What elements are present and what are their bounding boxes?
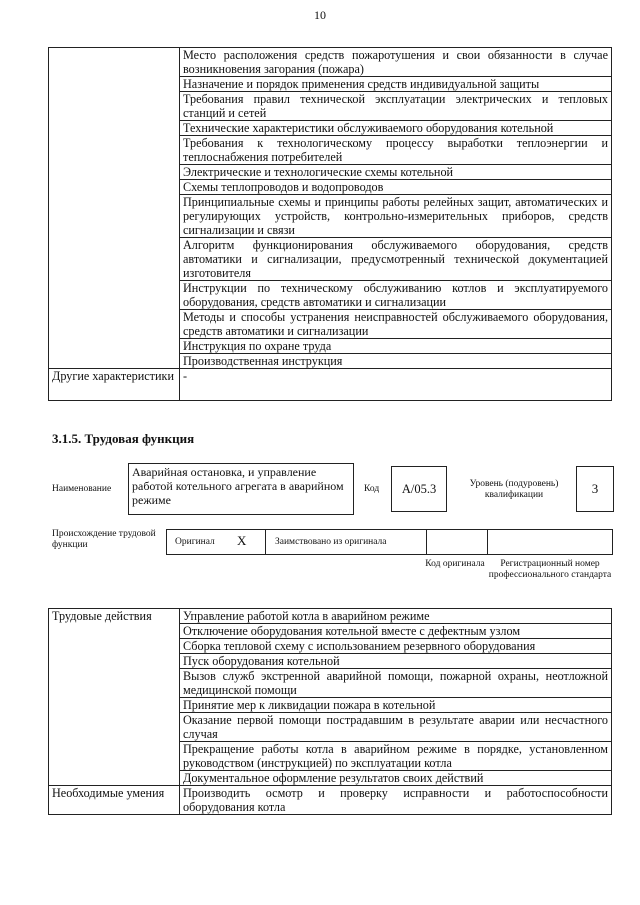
table-row (49, 609, 612, 624)
labor-action-item: Пуск оборудования котельной (180, 654, 612, 669)
knowledge-item: Принципиальные схемы и принципы работы релейных защит, автоматических и регулирующих устройств, контрольно-измерительных приборов, средств сигнализации и связи (180, 195, 612, 238)
labor-action-item: Вызов служб экстренной аварийной помощи, пожарной охраны, неотложной медицинской помощи (180, 669, 612, 698)
skill-item: Производить осмотр и проверку исправности и работоспособности оборудования котла (180, 786, 612, 815)
section-title: 3.1.5. Трудовая функция (52, 431, 195, 446)
reg-number-caption: Регистрационный номер профессионального стандарта (488, 559, 612, 580)
knowledge-item: Требования к технологическому процессу выработки теплоэнергии и теплоснабжения потребителей (180, 136, 612, 165)
labor-action-item: Отключение оборудования котельной вместе с дефектным узлом (180, 624, 612, 639)
labor-action-item: Принятие мер к ликвидации пожара в котельной (180, 698, 612, 713)
page-number: 10 (314, 8, 326, 22)
borrowed-label: Заимствовано из оригинала (275, 537, 387, 547)
other-characteristics-label: Другие характеристики (49, 369, 180, 401)
knowledge-item: Инструкции по техническому обслуживанию котлов и эксплуатируемого оборудования, средств автоматики и сигнализации (180, 281, 612, 310)
original-checkmark: X (237, 533, 247, 548)
knowledge-item: Производственная инструкция (180, 354, 612, 369)
knowledge-item: Требования правил технической эксплуатации электрических и тепловых станций и сетей (180, 92, 612, 121)
origin-divider (265, 530, 266, 554)
knowledge-item: Алгоритм функционирования обслуживаемого оборудования, средств автоматики и сигнализации, предусмотренный технической документацией изготовителя (180, 238, 612, 281)
knowledge-item: Место расположения средств пожаротушения и свои обязанности в случае возникновения загорания (пожара) (180, 48, 612, 77)
qualification-level-label: Уровень (подуровень) квалификации (469, 479, 559, 500)
original-label: Оригинал (175, 537, 215, 547)
code-box: А/05.3 (391, 466, 447, 512)
knowledge-item: Инструкция по охране труда (180, 339, 612, 354)
knowledge-item: Электрические и технологические схемы котельной (180, 165, 612, 180)
origin-label: Происхождение трудовой функции (52, 529, 156, 550)
knowledge-item: Технические характеристики обслуживаемого оборудования котельной (180, 121, 612, 136)
table-row (49, 786, 612, 815)
table-row (49, 369, 612, 401)
labor-action-item: Сборка тепловой схему с использованием резервного оборудования (180, 639, 612, 654)
other-characteristics-value: - (180, 369, 612, 401)
origin-divider (487, 530, 488, 554)
knowledge-table (48, 47, 612, 401)
function-name-box: Аварийная остановка, и управление работой котельного агрегата в аварийном режиме (128, 463, 354, 515)
labor-action-item: Управление работой котла в аварийном режиме (180, 609, 612, 624)
code-original-caption: Код оригинала (425, 559, 485, 569)
origin-divider (426, 530, 427, 554)
code-label: Код (364, 484, 380, 494)
level-box: 3 (576, 466, 614, 512)
knowledge-item: Назначение и порядок применения средств индивидуальной защиты (180, 77, 612, 92)
labor-actions-label: Трудовые действия (49, 609, 180, 786)
knowledge-item: Схемы теплопроводов и водопроводов (180, 180, 612, 195)
origin-row (166, 529, 613, 555)
required-skills-label: Необходимые умения (49, 786, 180, 815)
name-label: Наименование (52, 484, 112, 494)
labor-action-item: Прекращение работы котла в аварийном режиме в порядке, установленном руководством (инструкцией) по эксплуатации котла (180, 742, 612, 771)
knowledge-label-cell (49, 48, 180, 369)
knowledge-item: Методы и способы устранения неисправностей обслуживаемого оборудования, средств автоматики и сигнализации (180, 310, 612, 339)
table-row (49, 48, 612, 77)
labor-action-item: Оказание первой помощи пострадавшим в результате аварии или несчастного случая (180, 713, 612, 742)
labor-actions-table (48, 608, 612, 815)
labor-action-item: Документальное оформление результатов своих действий (180, 771, 612, 786)
